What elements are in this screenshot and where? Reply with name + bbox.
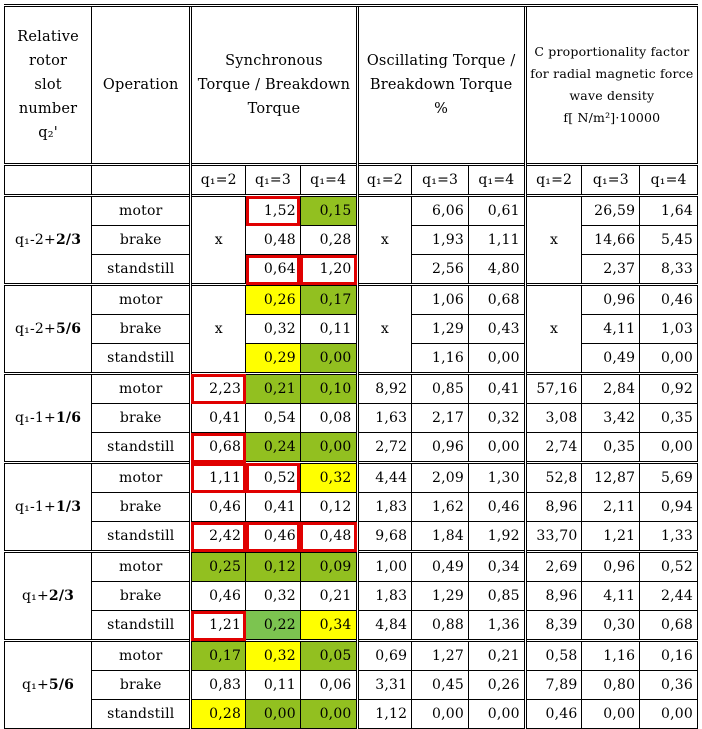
- sync-value-cell: 0,32: [300, 463, 357, 493]
- osc-value-cell: x: [357, 285, 412, 374]
- subheader-empty: [92, 165, 191, 196]
- osc-value-cell: 0,41: [468, 374, 525, 404]
- sync-value-cell: 0,17: [300, 285, 357, 315]
- osc-value-cell: 0,49: [412, 552, 469, 582]
- sync-value-cell: 0,21: [300, 582, 357, 611]
- rotor-slot-label: q₁+5/6: [5, 641, 92, 729]
- sync-value-cell: 0,00: [300, 700, 357, 729]
- osc-value-cell: 1,62: [412, 493, 469, 522]
- sync-value-cell: 1,20: [300, 255, 357, 285]
- table-row: [5, 433, 698, 463]
- sync-value-cell: 0,21: [246, 374, 301, 404]
- c-value-cell: 0,49: [582, 344, 640, 374]
- sync-value-cell: 0,22: [246, 611, 301, 641]
- c-value-cell: x: [525, 196, 582, 285]
- osc-value-cell: 0,32: [468, 404, 525, 433]
- sync-value-cell: 0,15: [300, 196, 357, 226]
- operation-cell: brake: [92, 493, 191, 522]
- subheader-row: [5, 165, 698, 196]
- sync-value-cell: 0,25: [191, 552, 246, 582]
- subheader-label: q₁=3: [582, 165, 640, 196]
- osc-value-cell: 0,00: [468, 433, 525, 463]
- c-value-cell: 0,46: [640, 285, 698, 315]
- c-value-cell: 0,96: [582, 285, 640, 315]
- c-value-cell: 8,96: [525, 493, 582, 522]
- osc-value-cell: 8,92: [357, 374, 412, 404]
- sync-value-cell: x: [191, 285, 246, 374]
- osc-value-cell: 1,06: [412, 285, 469, 315]
- c-value-cell: 4,11: [582, 315, 640, 344]
- sync-value-cell: x: [191, 196, 246, 285]
- header-synchronous-torque: Synchronous Torque / Breakdown Torque: [191, 6, 357, 165]
- table-row: [5, 226, 698, 255]
- c-value-cell: 0,16: [640, 641, 698, 671]
- sync-value-cell: 0,06: [300, 671, 357, 700]
- osc-value-cell: 1,16: [412, 344, 469, 374]
- c-value-cell: 5,69: [640, 463, 698, 493]
- operation-cell: standstill: [92, 433, 191, 463]
- sync-value-cell: 0,34: [300, 611, 357, 641]
- osc-value-cell: 1,11: [468, 226, 525, 255]
- subheader-label: q₁=4: [300, 165, 357, 196]
- osc-value-cell: 1,83: [357, 582, 412, 611]
- table-row: [5, 582, 698, 611]
- operation-cell: standstill: [92, 522, 191, 552]
- table-row: [5, 315, 698, 344]
- operation-cell: motor: [92, 552, 191, 582]
- c-value-cell: 1,64: [640, 196, 698, 226]
- c-value-cell: 1,03: [640, 315, 698, 344]
- osc-value-cell: 0,00: [468, 344, 525, 374]
- operation-cell: standstill: [92, 255, 191, 285]
- sync-value-cell: 0,83: [191, 671, 246, 700]
- sync-value-cell: 0,24: [246, 433, 301, 463]
- rotor-slot-label: q₁-1+1/6: [5, 374, 92, 463]
- osc-value-cell: 1,12: [357, 700, 412, 729]
- c-value-cell: 5,45: [640, 226, 698, 255]
- c-value-cell: 0,00: [640, 433, 698, 463]
- osc-value-cell: 2,09: [412, 463, 469, 493]
- sync-value-cell: 0,32: [246, 582, 301, 611]
- header-oscillating-torque: Oscillating Torque / Breakdown Torque %: [357, 6, 525, 165]
- sync-value-cell: 0,41: [246, 493, 301, 522]
- c-value-cell: 2,37: [582, 255, 640, 285]
- osc-value-cell: 4,44: [357, 463, 412, 493]
- osc-value-cell: 1,30: [468, 463, 525, 493]
- sync-value-cell: 0,68: [191, 433, 246, 463]
- osc-value-cell: 3,31: [357, 671, 412, 700]
- osc-value-cell: 0,46: [468, 493, 525, 522]
- c-value-cell: 0,68: [640, 611, 698, 641]
- table-row: [5, 344, 698, 374]
- sync-value-cell: 0,48: [300, 522, 357, 552]
- c-value-cell: 0,35: [582, 433, 640, 463]
- sync-value-cell: 1,52: [246, 196, 301, 226]
- c-value-cell: 2,11: [582, 493, 640, 522]
- osc-value-cell: 0,69: [357, 641, 412, 671]
- osc-value-cell: 2,17: [412, 404, 469, 433]
- sync-value-cell: 0,00: [300, 344, 357, 374]
- osc-value-cell: 0,45: [412, 671, 469, 700]
- c-value-cell: 0,58: [525, 641, 582, 671]
- c-value-cell: 2,84: [582, 374, 640, 404]
- sync-value-cell: 0,64: [246, 255, 301, 285]
- sync-value-cell: 0,11: [246, 671, 301, 700]
- c-value-cell: 8,39: [525, 611, 582, 641]
- sync-value-cell: 0,00: [300, 433, 357, 463]
- osc-value-cell: 1,84: [412, 522, 469, 552]
- table-row: [5, 522, 698, 552]
- sync-value-cell: 1,11: [191, 463, 246, 493]
- c-value-cell: 2,44: [640, 582, 698, 611]
- table-row: [5, 285, 698, 315]
- osc-value-cell: 4,84: [357, 611, 412, 641]
- sync-value-cell: 0,28: [300, 226, 357, 255]
- c-value-cell: 7,89: [525, 671, 582, 700]
- subheader-label: q₁=4: [640, 165, 698, 196]
- osc-value-cell: 0,88: [412, 611, 469, 641]
- c-value-cell: 0,92: [640, 374, 698, 404]
- sync-value-cell: 0,32: [246, 641, 301, 671]
- c-value-cell: x: [525, 285, 582, 374]
- subheader-empty: [5, 165, 92, 196]
- osc-value-cell: 0,26: [468, 671, 525, 700]
- table-row: [5, 611, 698, 641]
- osc-value-cell: 4,80: [468, 255, 525, 285]
- osc-value-cell: 1,27: [412, 641, 469, 671]
- operation-cell: standstill: [92, 344, 191, 374]
- c-value-cell: 8,33: [640, 255, 698, 285]
- table-row: [5, 671, 698, 700]
- osc-value-cell: 0,96: [412, 433, 469, 463]
- sync-value-cell: 0,10: [300, 374, 357, 404]
- c-value-cell: 1,21: [582, 522, 640, 552]
- osc-value-cell: 0,43: [468, 315, 525, 344]
- c-value-cell: 2,74: [525, 433, 582, 463]
- c-value-cell: 26,59: [582, 196, 640, 226]
- operation-cell: brake: [92, 404, 191, 433]
- sync-value-cell: 2,23: [191, 374, 246, 404]
- operation-cell: motor: [92, 374, 191, 404]
- c-value-cell: 0,30: [582, 611, 640, 641]
- osc-value-cell: 0,68: [468, 285, 525, 315]
- osc-value-cell: 2,56: [412, 255, 469, 285]
- sync-value-cell: 0,48: [246, 226, 301, 255]
- table-row: [5, 463, 698, 493]
- osc-value-cell: 1,83: [357, 493, 412, 522]
- c-value-cell: 0,00: [640, 700, 698, 729]
- table-row: [5, 374, 698, 404]
- osc-value-cell: 1,29: [412, 582, 469, 611]
- osc-value-cell: 1,93: [412, 226, 469, 255]
- sync-value-cell: 0,52: [246, 463, 301, 493]
- operation-cell: motor: [92, 463, 191, 493]
- sync-value-cell: 0,46: [191, 582, 246, 611]
- operation-cell: standstill: [92, 611, 191, 641]
- sync-value-cell: 0,46: [191, 493, 246, 522]
- operation-cell: motor: [92, 285, 191, 315]
- osc-value-cell: 0,61: [468, 196, 525, 226]
- osc-value-cell: 1,36: [468, 611, 525, 641]
- c-value-cell: 0,94: [640, 493, 698, 522]
- table-row: [5, 493, 698, 522]
- c-value-cell: 0,00: [582, 700, 640, 729]
- rotor-slot-label: q₁+2/3: [5, 552, 92, 641]
- subheader-label: q₁=2: [191, 165, 246, 196]
- c-value-cell: 2,69: [525, 552, 582, 582]
- torque-table: [4, 4, 698, 729]
- sync-value-cell: 0,41: [191, 404, 246, 433]
- header-rotor-slot: Relative rotor slot number q₂': [5, 6, 92, 165]
- osc-value-cell: 0,85: [468, 582, 525, 611]
- sync-value-cell: 0,05: [300, 641, 357, 671]
- table-row: [5, 255, 698, 285]
- sync-value-cell: 0,08: [300, 404, 357, 433]
- sync-value-cell: 0,26: [246, 285, 301, 315]
- c-value-cell: 3,08: [525, 404, 582, 433]
- c-value-cell: 0,00: [640, 344, 698, 374]
- osc-value-cell: 0,00: [412, 700, 469, 729]
- torque-table-container: [4, 4, 698, 729]
- rotor-slot-label: q₁-1+1/3: [5, 463, 92, 552]
- c-value-cell: 1,16: [582, 641, 640, 671]
- osc-value-cell: 6,06: [412, 196, 469, 226]
- operation-cell: brake: [92, 582, 191, 611]
- sync-value-cell: 0,11: [300, 315, 357, 344]
- c-value-cell: 14,66: [582, 226, 640, 255]
- subheader-label: q₁=3: [412, 165, 469, 196]
- sync-value-cell: 2,42: [191, 522, 246, 552]
- osc-value-cell: 0,00: [468, 700, 525, 729]
- table-row: [5, 552, 698, 582]
- osc-value-cell: 0,34: [468, 552, 525, 582]
- c-value-cell: 0,36: [640, 671, 698, 700]
- c-value-cell: 8,96: [525, 582, 582, 611]
- sync-value-cell: 0,00: [246, 700, 301, 729]
- table-row: [5, 404, 698, 433]
- table-row: [5, 700, 698, 729]
- subheader-label: q₁=2: [357, 165, 412, 196]
- c-value-cell: 4,11: [582, 582, 640, 611]
- subheader-label: q₁=2: [525, 165, 582, 196]
- sync-value-cell: 0,12: [246, 552, 301, 582]
- osc-value-cell: 0,85: [412, 374, 469, 404]
- sync-value-cell: 0,29: [246, 344, 301, 374]
- osc-value-cell: 1,29: [412, 315, 469, 344]
- sync-value-cell: 0,32: [246, 315, 301, 344]
- osc-value-cell: 0,21: [468, 641, 525, 671]
- operation-cell: standstill: [92, 700, 191, 729]
- table-row: [5, 196, 698, 226]
- sync-value-cell: 0,54: [246, 404, 301, 433]
- c-value-cell: 0,80: [582, 671, 640, 700]
- sync-value-cell: 0,46: [246, 522, 301, 552]
- sync-value-cell: 0,28: [191, 700, 246, 729]
- subheader-label: q₁=4: [468, 165, 525, 196]
- subheader-label: q₁=3: [246, 165, 301, 196]
- sync-value-cell: 1,21: [191, 611, 246, 641]
- rotor-slot-label: q₁-2+5/6: [5, 285, 92, 374]
- osc-value-cell: 9,68: [357, 522, 412, 552]
- osc-value-cell: x: [357, 196, 412, 285]
- operation-cell: brake: [92, 671, 191, 700]
- sync-value-cell: 0,09: [300, 552, 357, 582]
- c-value-cell: 1,33: [640, 522, 698, 552]
- header-operation: Operation: [92, 6, 191, 165]
- sync-value-cell: 0,17: [191, 641, 246, 671]
- header-c-factor: C proportionality factor for radial magnetic force wave density f[ N/m²]·10000: [525, 6, 697, 165]
- c-value-cell: 12,87: [582, 463, 640, 493]
- osc-value-cell: 2,72: [357, 433, 412, 463]
- c-value-cell: 33,70: [525, 522, 582, 552]
- operation-cell: motor: [92, 196, 191, 226]
- operation-cell: motor: [92, 641, 191, 671]
- c-value-cell: 52,8: [525, 463, 582, 493]
- sync-value-cell: 0,12: [300, 493, 357, 522]
- operation-cell: brake: [92, 315, 191, 344]
- c-value-cell: 3,42: [582, 404, 640, 433]
- c-value-cell: 0,46: [525, 700, 582, 729]
- c-value-cell: 0,96: [582, 552, 640, 582]
- rotor-slot-label: q₁-2+2/3: [5, 196, 92, 285]
- osc-value-cell: 1,92: [468, 522, 525, 552]
- osc-value-cell: 1,00: [357, 552, 412, 582]
- c-value-cell: 0,52: [640, 552, 698, 582]
- c-value-cell: 57,16: [525, 374, 582, 404]
- table-row: [5, 641, 698, 671]
- operation-cell: brake: [92, 226, 191, 255]
- c-value-cell: 0,35: [640, 404, 698, 433]
- osc-value-cell: 1,63: [357, 404, 412, 433]
